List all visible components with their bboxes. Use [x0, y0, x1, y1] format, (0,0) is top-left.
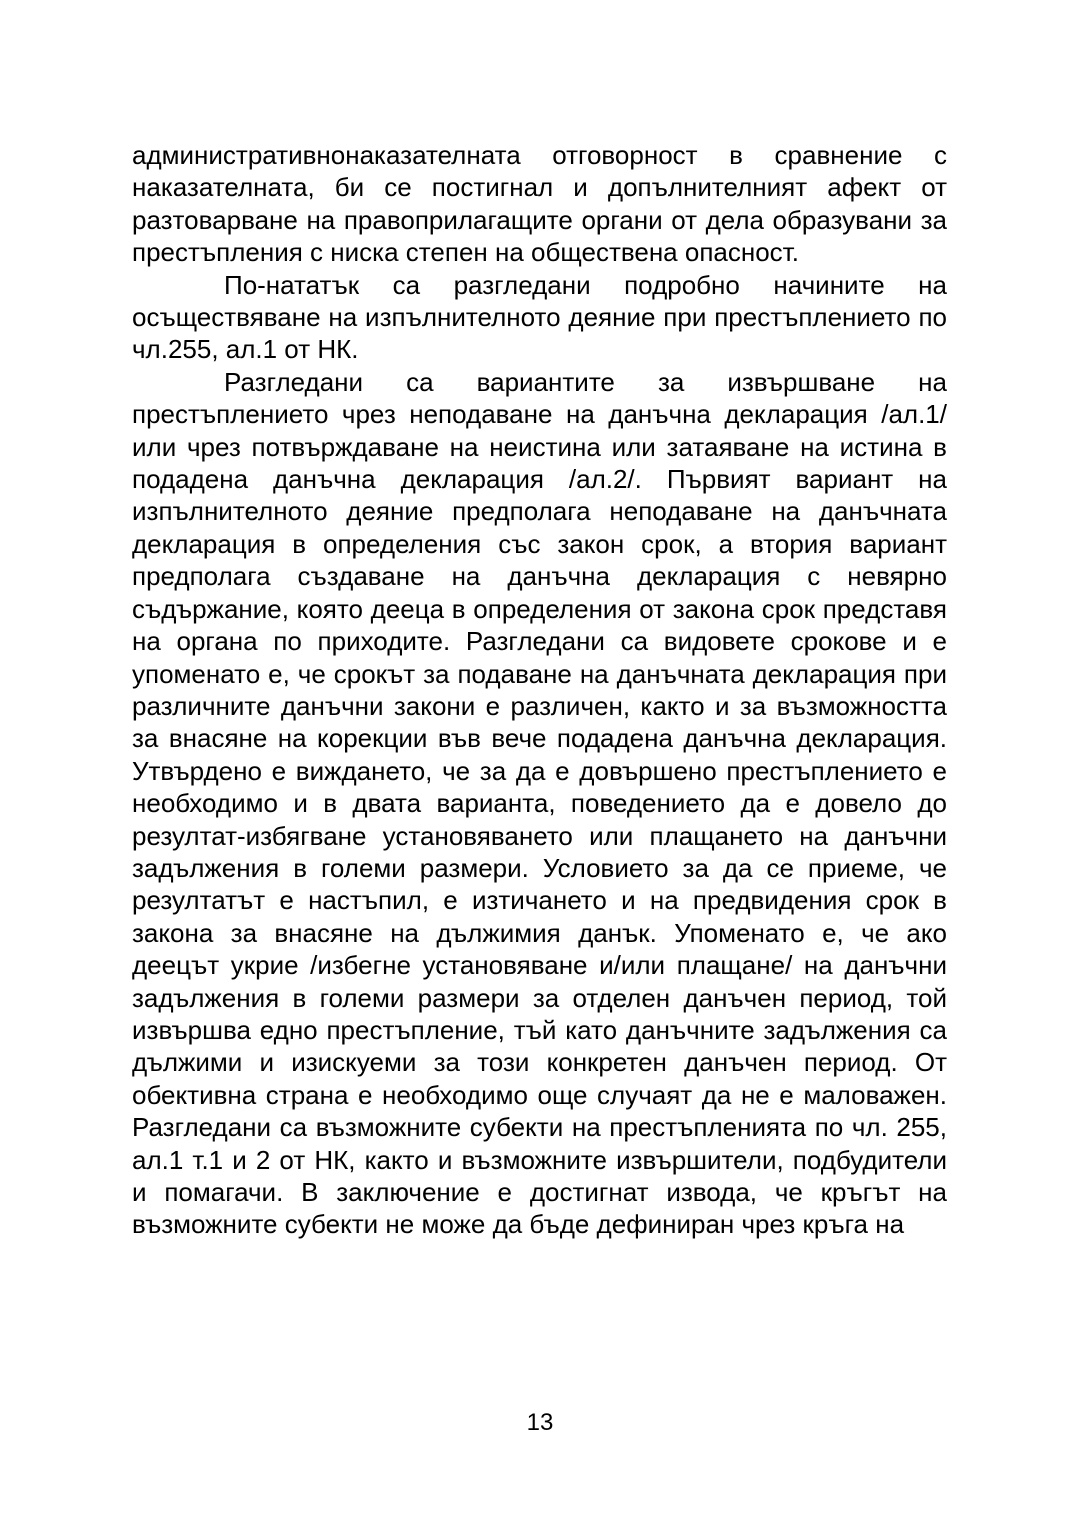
paragraph: Разгледани са вариантите за извършване на престъплението чрез неподаване на данъчна декларация /ал.1/ или чрез потвърждаване на неистина или затаяване на истина в подадена данъчна декларация /ал.2/. Първият вариант на изпълнителното деяние предполага неподаване на данъчната декларация в определения със закон срок, а втория вариант предполага създаване на данъчна декларация с невярно съдържание, която деецa в определения от закона срок представя на органа по приходите. Разгледани са видовете срокове и е упоменато е, че срокът за подаване на данъчната декларация при различните данъчни закони е различен, както и за възможността за внасяне на корекции във вече подадена данъчна декларация. Утвърдено е виждането, че за да е довършено престъплението е необходимо и в двата варианта, поведението да е довело до резултат-избягване установяването или плащането на данъчни задължения в големи размери. Условието за да се приеме, че резултатът е настъпил, е изтичането и на предвидения срок в закона за внасяне на дължимия данък. Упоменато е, че ако деецът укрие /избегне установяване и/или плащане/ на данъчни задължения в големи размери за отделен данъчен период, той извършва едно престъпление, тъй като данъчните задължения са дължими и изискуеми за този конкретен данъчен период. От обективна страна е необходимо още случаят да не е маловажен. Разгледани са възможните субекти на престъпленията по чл. 255, ал.1 т.1 и 2 от НК, както и възможните извършители, подбудители и помагачи. В заключение е достигнат извода, че кръгът на възможните субекти не може да бъде дефиниран чрез кръга на	[132, 366, 947, 1240]
body-text	[132, 139, 947, 1241]
page-number: 13	[526, 1409, 554, 1436]
paragraph: По-нататък са разгледани подробно начините на осъществяване на изпълнителното деяние при престъплението по чл.255, ал.1 от НК.	[132, 269, 947, 365]
paragraph-continuation: административнонаказателната отговорност в сравнение с наказателната, би се постигнал и допълнителният афект от разтоварване на правоприлагащите органи от дела образувани за престъпления с ниска степен на обществена опасност.	[132, 140, 947, 268]
